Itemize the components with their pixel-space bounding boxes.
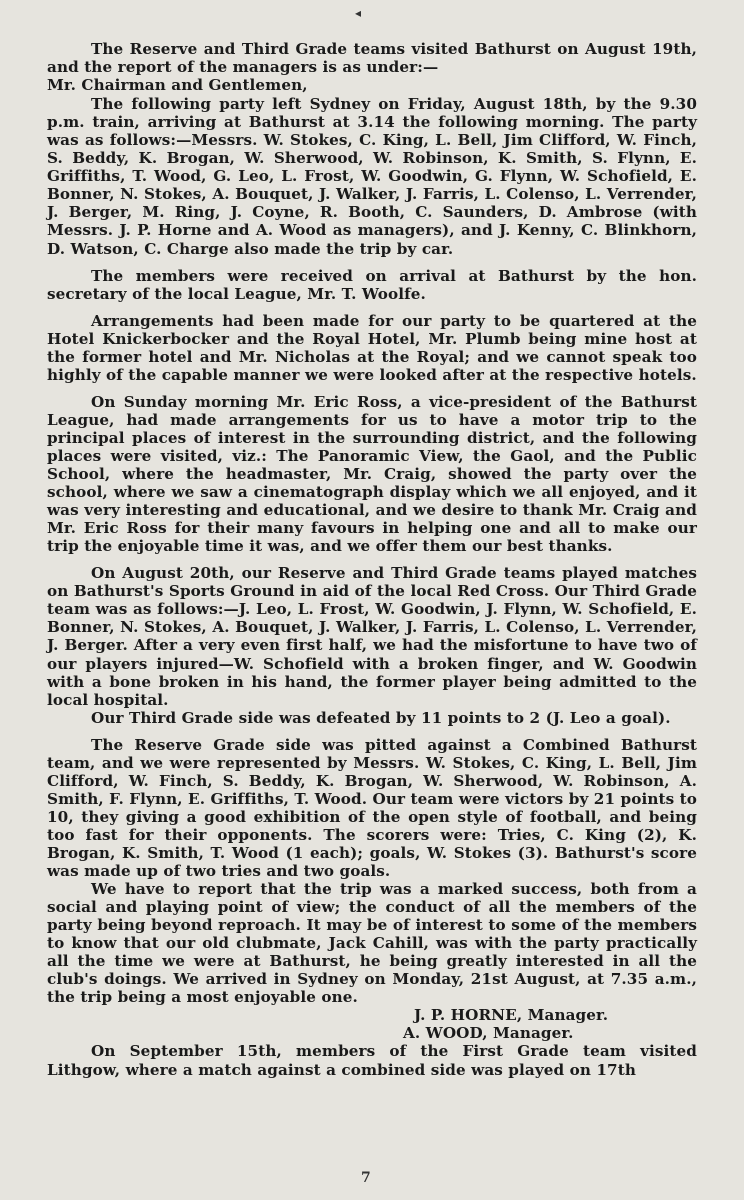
paragraph-lithgow: On September 15th, members of the First Grade team visited Lithgow, where a match against a combined side was played on 17th [47,1042,697,1079]
paragraph-reception: The members were received on arrival at Bathurst by the hon. secretary of the local League, Mr. T. Woolfe. [47,266,697,303]
document-body [47,40,697,1079]
signature-horne: J. P. HORNE, Manager. [414,1006,609,1025]
paragraph-matches: On August 20th, our Reserve and Third Grade teams played matches on Bathurst's Sports Ground in aid of the local Red Cross. Our Third Grade team was as follows:—J. Leo, L. Frost, W. Goodwin, J. Flynn, W. Schofield, E. Bonner, N. Stokes, A. Bouquet, J. Walker, J. Farris, L. Colenso, L. Verrender, J. Berger. After a very even first half, we had the misfortune to have two of our players injured—W. Schofield with a broken finger, and W. Goodwin with a bone broken in his hand, the former player being admitted to the local hospital. [47,564,697,709]
paragraph-third-grade-result: Our Third Grade side was defeated by 11 points to 2 (J. Leo a goal). [91,708,671,727]
signature-wood: A. WOOD, Manager. [403,1024,574,1043]
page-number: 7 [361,1170,371,1186]
salutation: Mr. Chairman and Gentlemen, [47,76,308,95]
paragraph-party-list: The following party left Sydney on Friday, August 18th, by the 9.30 p.m. train, arriving at Bathurst at 3.14 the following morning. The party was as follows:—Messrs. W. Stokes, C. King, L. Bell, Jim Clifford, W. Finch, S. Beddy, K. Brogan, W. Sherwood, W. Robinson, K. Smith, S. Flynn, E. Griffiths, T. Wood, G. Leo, L. Frost, W. Goodwin, G. Flynn, W. Schofield, E. Bonner, N. Stokes, A. Bouquet, J. Walker, J. Farris, L. Colenso, L. Verrender, J. Berger, M. Ring, J. Coyne, R. Booth, C. Saunders, D. Ambrose (with Messrs. J. P. Horne and A. Wood as managers), and J. Kenny, C. Blinkhorn, D. Watson, C. Charge also made the trip by car. [47,95,697,258]
paragraph-motor-trip: On Sunday morning Mr. Eric Ross, a vice-president of the Bathurst League, had made arrangements for us to have a motor trip to the principal places of interest in the surrounding district, and the following places were visited, viz.: The Panoramic View, the Gaol, and the Public School, where the headmaster, Mr. Craig, showed the party over the school, where we saw a cinematograph display which we all enjoyed, and it was very interesting and educational, and we desire to thank Mr. Craig and Mr. Eric Ross for their many favours in helping one and all to make our trip the enjoyable time it was, and we offer them our best thanks. [47,392,697,556]
paragraph-reserve-grade: The Reserve Grade side was pitted against a Combined Bathurst team, and we were represented by Messrs. W. Stokes, C. King, L. Bell, Jim Clifford, W. Finch, S. Beddy, K. Brogan, W. Sherwood, W. Robinson, A. Smith, F. Flynn, E. Griffiths, T. Wood. Our team were victors by 21 points to 10, they giving a good exhibition of the open style of football, and being too fast for their opponents. The scorers were: Tries, C. King (2), K. Brogan, K. Smith, T. Wood (1 each); goals, W. Stokes (3). Bathurst's score was made up of two tries and two goals. [47,735,697,881]
paragraph-summary: We have to report that the trip was a marked success, both from a social and playing point of view; the conduct of all the members of the party being beyond reproach. It may be of interest to some of the members to know that our old clubmate, Jack Cahill, was with the party practically all the time we were at Bathurst, he being greatly interested in all the club's doings. We arrived in Sydney on Monday, 21st August, at 7.35 a.m., the trip being a most enjoyable one. [47,880,697,1007]
paragraph-hotels: Arrangements had been made for our party to be quartered at the Hotel Knickerbocker and the Royal Hotel, Mr. Plumb being mine host at the former hotel and Mr. Nicholas at the Royal; and we cannot speak too highly of the capable manner we were looked after at the respective hotels. [47,311,697,384]
paragraph-intro: The Reserve and Third Grade teams visited Bathurst on August 19th, and the report of the managers is as under:— [47,40,697,77]
top-margin-mark: ◂ [355,6,362,20]
